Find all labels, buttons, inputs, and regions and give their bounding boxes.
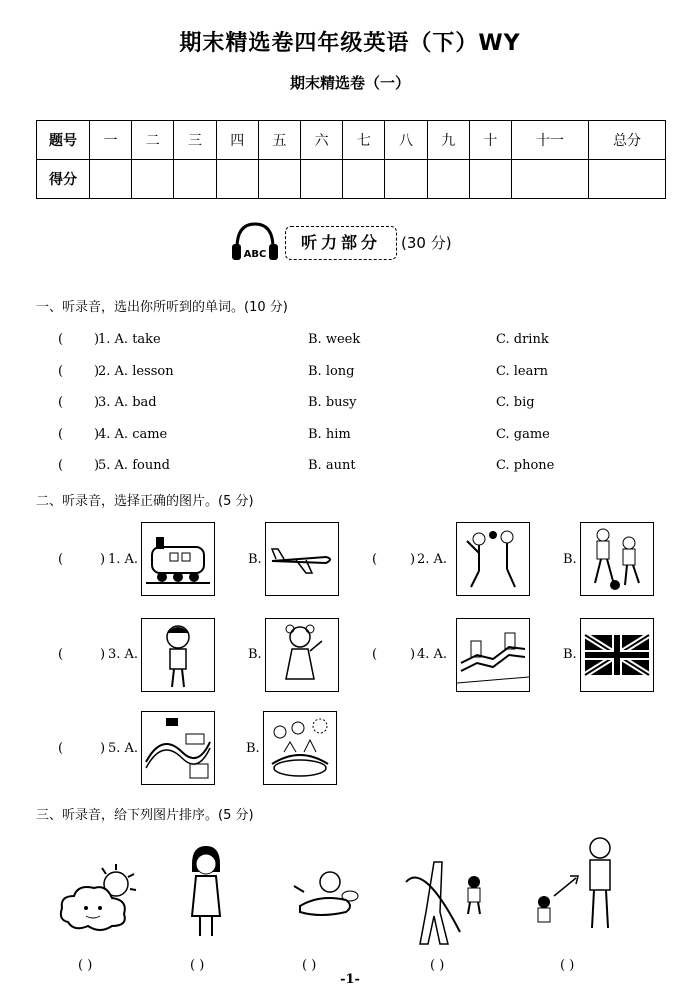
score-cell[interactable] <box>385 160 427 199</box>
airplane-icon <box>266 523 338 595</box>
option-a: 2. A. lesson <box>98 364 174 379</box>
kid-sleeping-icon <box>290 866 360 926</box>
question-label: 4. A. <box>417 647 448 662</box>
score-table-col: 九 <box>427 121 469 160</box>
score-table-col: 六 <box>301 121 343 160</box>
option-b: B. long <box>308 364 355 379</box>
answer-open-paren[interactable]: ( <box>372 647 378 662</box>
answer-open-paren[interactable]: ( <box>58 647 64 662</box>
picture-option[interactable] <box>141 711 215 785</box>
sun-cloud-icon <box>54 862 144 942</box>
option-c: C. game <box>496 427 550 442</box>
score-cell[interactable] <box>90 160 132 199</box>
answer-close-paren: ) <box>410 647 416 662</box>
score-table-col: 十 <box>469 121 511 160</box>
score-cell[interactable] <box>132 160 174 199</box>
score-table-col: 五 <box>258 121 300 160</box>
answer-open-paren[interactable]: ( <box>58 552 64 567</box>
rank-blank[interactable]: ( ) <box>560 958 575 973</box>
score-table-col: 十一 <box>512 121 589 160</box>
option-b: B. week <box>308 332 361 347</box>
score-cell[interactable] <box>343 160 385 199</box>
score-cell[interactable] <box>216 160 258 199</box>
rank-blank[interactable]: ( ) <box>430 958 445 973</box>
score-table <box>36 120 666 199</box>
picture-option[interactable] <box>456 522 530 596</box>
answer-close-paren: ) <box>94 395 100 410</box>
answer-close-paren: ) <box>100 741 106 756</box>
picture-option[interactable] <box>580 618 654 692</box>
list-item <box>58 427 658 449</box>
answer-close-paren: ) <box>94 458 100 473</box>
page-subtitle: 期末精选卷（一） <box>289 74 410 92</box>
listening-banner <box>229 220 479 266</box>
list-item <box>58 395 658 417</box>
option-b-label: B. <box>563 552 577 567</box>
section2-title: 二、听录音，选择正确的图片。(5 分) <box>36 494 254 509</box>
tall-boy-icon <box>524 832 620 936</box>
basketball-players-icon <box>457 523 529 595</box>
list-item <box>58 458 658 480</box>
abc-text: ABC <box>243 249 267 260</box>
answer-close-paren: ) <box>94 427 100 442</box>
boy-icon <box>142 619 214 691</box>
answer-open-paren[interactable]: ( <box>58 427 64 442</box>
question-label: 2. A. <box>417 552 448 567</box>
picture-option[interactable] <box>141 522 215 596</box>
question-label: 5. A. <box>108 741 139 756</box>
score-table-col: 一 <box>90 121 132 160</box>
answer-open-paren[interactable]: ( <box>58 395 64 410</box>
roller-coaster-icon <box>142 712 214 784</box>
rank-blank[interactable]: ( ) <box>302 958 317 973</box>
uk-flag-icon <box>581 619 653 691</box>
score-table-row2-head: 得分 <box>37 160 90 199</box>
list-item <box>58 332 658 354</box>
answer-close-paren: ) <box>100 647 106 662</box>
picture-option[interactable] <box>263 711 337 785</box>
girl-icon <box>266 619 338 691</box>
picture-option[interactable] <box>265 522 339 596</box>
option-b: B. aunt <box>308 458 356 473</box>
picture-option[interactable] <box>456 618 530 692</box>
list-item <box>58 364 658 386</box>
option-c: C. big <box>496 395 535 410</box>
section3-title: 三、听录音，给下列图片排序。(5 分) <box>36 808 254 823</box>
option-b: B. busy <box>308 395 357 410</box>
score-table-col: 三 <box>174 121 216 160</box>
page-title: 期末精选卷四年级英语（下）WY <box>179 31 521 56</box>
score-cell[interactable] <box>588 160 665 199</box>
option-a: 5. A. found <box>98 458 170 473</box>
score-cell[interactable] <box>469 160 511 199</box>
option-b-label: B. <box>246 741 260 756</box>
answer-open-paren[interactable]: ( <box>58 741 64 756</box>
score-cell[interactable] <box>512 160 589 199</box>
option-a: 4. A. came <box>98 427 168 442</box>
answer-close-paren: ) <box>410 552 416 567</box>
score-table-col: 八 <box>385 121 427 160</box>
answer-open-paren[interactable]: ( <box>58 364 64 379</box>
answer-close-paren: ) <box>94 364 100 379</box>
score-table-col: 四 <box>216 121 258 160</box>
giraffe-child-icon <box>404 852 504 948</box>
answer-close-paren: ) <box>94 332 100 347</box>
picture-option[interactable] <box>580 522 654 596</box>
picture-option[interactable] <box>141 618 215 692</box>
option-b-label: B. <box>248 647 262 662</box>
page-number: -1- <box>340 972 360 987</box>
rank-blank[interactable]: ( ) <box>190 958 205 973</box>
girl-standing-icon <box>178 842 234 942</box>
score-table-col: 总分 <box>588 121 665 160</box>
option-b-label: B. <box>248 552 262 567</box>
banner-label: 听力部分 <box>285 226 397 260</box>
answer-open-paren[interactable]: ( <box>58 458 64 473</box>
answer-open-paren[interactable]: ( <box>58 332 64 347</box>
banner-score: (30 分) <box>401 234 452 252</box>
answer-close-paren: ) <box>100 552 106 567</box>
option-b-label: B. <box>563 647 577 662</box>
question-label: 3. A. <box>108 647 139 662</box>
picture-option[interactable] <box>265 618 339 692</box>
score-cell[interactable] <box>258 160 300 199</box>
score-table-row1-head: 题号 <box>37 121 90 160</box>
party-icon <box>264 712 336 784</box>
question-label: 1. A. <box>108 552 139 567</box>
option-c: C. drink <box>496 332 549 347</box>
section1-title: 一、听录音，选出你所听到的单词。(10 分) <box>36 300 288 315</box>
answer-open-paren[interactable]: ( <box>372 552 378 567</box>
option-c: C. phone <box>496 458 555 473</box>
score-cell[interactable] <box>427 160 469 199</box>
score-table-col: 二 <box>132 121 174 160</box>
headphones-icon <box>229 220 281 266</box>
train-icon <box>142 523 214 595</box>
score-cell[interactable] <box>301 160 343 199</box>
score-cell[interactable] <box>174 160 216 199</box>
football-players-icon <box>581 523 653 595</box>
option-a: 1. A. take <box>98 332 161 347</box>
great-wall-icon <box>457 619 529 691</box>
option-a: 3. A. bad <box>98 395 157 410</box>
score-table-col: 七 <box>343 121 385 160</box>
option-c: C. learn <box>496 364 548 379</box>
rank-blank[interactable]: ( ) <box>78 958 93 973</box>
option-b: B. him <box>308 427 351 442</box>
